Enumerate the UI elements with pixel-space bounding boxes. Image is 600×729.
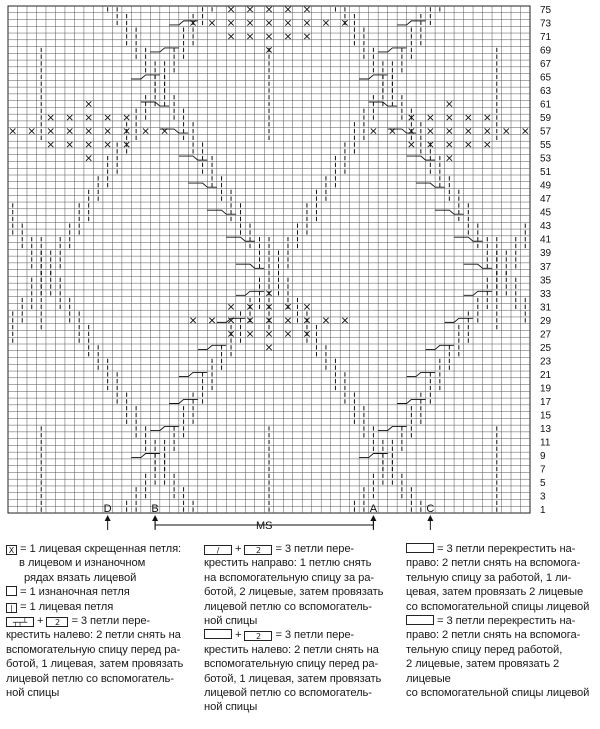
marker-arrowhead — [105, 515, 111, 521]
legend-cross-right-l5: лицевой петлю со вспомогатель- — [204, 600, 372, 613]
marker-arrowhead — [427, 515, 433, 521]
row-label: 33 — [540, 288, 552, 300]
legend-cross-b-l2: право: 2 петли снять на вспомога- — [406, 629, 581, 642]
legend-cross-left: ┬┬┴ + 2 = 3 петли пере- — [6, 614, 202, 628]
row-label: 31 — [540, 302, 552, 314]
marker-label: C — [426, 503, 435, 515]
legend-cross-left-l3: вспомогательную спицу перед ра- — [6, 643, 181, 656]
row-label: 29 — [540, 315, 552, 327]
row-label: 37 — [540, 261, 552, 273]
legend-cross-left2-l2: крестить налево: 2 петли снять на — [204, 643, 379, 656]
legend-cross-left-l4: ботой, 1 лицевая, затем провязать — [6, 658, 184, 671]
row-label: 17 — [540, 396, 552, 408]
row-label: 59 — [540, 113, 552, 125]
cross-right-symbol: / — [204, 545, 232, 555]
legend-cross-a-l5: со вспомогательной спицы лицевой — [406, 600, 590, 613]
legend-cross-a — [406, 542, 598, 556]
cross-left-alt-symbol-2: 2 — [244, 631, 272, 641]
cross-left-symbol-2: 2 — [46, 617, 68, 627]
legend-cross-left-l5: лицевой петлю со вспомогатель- — [6, 672, 174, 685]
row-label: 15 — [540, 410, 552, 422]
cross-right-symbol-2: 2 — [244, 545, 272, 555]
cross-left-alt-symbol — [204, 629, 232, 639]
legend-cross-b-l3: тельную спицу перед работой, — [406, 643, 563, 656]
legend-twisted-3: рядах вязать лицевой — [24, 571, 137, 584]
legend-cross-b-l4: 2 лицевые, затем провязать 2 лицевые — [406, 658, 560, 685]
row-label: 41 — [540, 234, 552, 246]
legend-cross-right: / + 2 = 3 петли пере- — [204, 542, 402, 556]
legend-cross-right-l3: на вспомогательную спицу за ра- — [204, 571, 374, 584]
row-label: 5 — [540, 478, 546, 490]
row-label: 27 — [540, 329, 552, 341]
legend-purl — [6, 585, 202, 599]
legend-cross-left2-l4: ботой, 1 лицевая, затем провязать — [204, 672, 382, 685]
legend-cross-right-l2: крестить направо: 1 петлю снять — [204, 557, 372, 570]
row-label: 63 — [540, 86, 552, 97]
legend-cross-right-eq: = 3 петли пере- — [275, 543, 355, 555]
legend-cross-right-l4: ботой, 2 лицевые, затем провязать — [204, 586, 384, 599]
legend-cross-left-eq: = 3 петли пере- — [71, 615, 151, 628]
row-label: 67 — [540, 58, 552, 70]
legend-cross-a-l3: тельную спицу за работой, 1 ли- — [406, 571, 572, 584]
marker-label: D — [103, 503, 112, 515]
row-label: 47 — [540, 194, 552, 206]
legend-cross-a-l4: цевая, затем провязать 2 лицевые — [406, 586, 584, 599]
legend-cross-left2-eq: = 3 петли пере- — [275, 629, 355, 642]
legend-cross-left-2: + 2 = 3 петли пере- — [204, 628, 402, 642]
row-label: 3 — [540, 491, 546, 503]
row-label: 75 — [540, 4, 552, 16]
row-label: 57 — [540, 126, 552, 138]
legend-cross-left-l6: ной спицы — [6, 687, 60, 700]
legend-cross-b-eq: = 3 петли перекрестить на- — [437, 615, 576, 628]
legend-col-1 — [6, 542, 202, 700]
legend-cross-b-l5: со вспомогательной спицы лицевой — [406, 687, 590, 700]
row-label: 19 — [540, 383, 552, 395]
cross-left-symbol: ┬┬┴ — [6, 617, 34, 627]
marker-arrowhead — [370, 515, 376, 521]
legend-cross-a-l2: право: 2 петли снять на вспомога- — [406, 557, 581, 570]
row-label: 7 — [540, 464, 546, 476]
repeat-label: MS — [256, 520, 273, 530]
row-label: 61 — [540, 99, 552, 111]
legend-col-3 — [406, 542, 598, 700]
legend-cross-b — [406, 614, 598, 628]
knit-symbol: | — [6, 603, 17, 613]
legend-purl-text: = 1 изнаночная петля — [20, 586, 130, 599]
row-labels — [540, 5, 552, 516]
legend-cross-left2-l3: вспомогательную спицу перед ра- — [204, 658, 379, 671]
row-label: 43 — [540, 221, 552, 233]
row-label: 13 — [540, 424, 552, 435]
row-label: 53 — [540, 153, 552, 165]
row-label: 49 — [540, 180, 552, 192]
row-label: 69 — [540, 45, 552, 57]
cross-right-2-1-symbol — [406, 543, 434, 553]
row-label: 1 — [540, 505, 546, 517]
legend-cross-left-l2: крестить налево: 2 петли снять на — [6, 629, 181, 642]
legend-twisted — [6, 542, 202, 556]
row-label: 23 — [540, 356, 552, 368]
row-label: 25 — [540, 342, 552, 354]
marker-label: A — [369, 503, 378, 515]
row-label: 9 — [540, 451, 546, 463]
row-label: 45 — [540, 207, 552, 219]
row-label: 35 — [540, 275, 552, 287]
marker-arrowhead — [152, 515, 158, 521]
legend-twisted-text: = 1 лицевая скрещенная петля: — [20, 543, 182, 555]
row-label: 39 — [540, 248, 552, 260]
legend-twisted-2: в лицевом и изнаночном — [19, 557, 146, 570]
legend-cross-left2-l6: ной спицы — [204, 701, 258, 714]
row-label: 71 — [540, 31, 552, 43]
purl-symbol — [6, 586, 17, 596]
cross-right-2-2-symbol — [406, 615, 434, 625]
legend-col-2 — [204, 542, 402, 715]
row-label: 65 — [540, 72, 552, 84]
row-label: 21 — [540, 369, 552, 381]
twisted-stitch-symbol: X — [6, 545, 17, 555]
row-label: 11 — [540, 437, 551, 449]
marker-label: B — [151, 503, 159, 515]
row-label: 51 — [540, 167, 552, 179]
legend-cross-a-eq: = 3 петли перекрестить на- — [437, 543, 576, 555]
legend-knit-text: = 1 лицевая петля — [20, 600, 114, 613]
legend-cross-right-l6: ной спицы — [204, 615, 258, 628]
row-label: 55 — [540, 140, 552, 152]
row-label: 73 — [540, 18, 552, 30]
legend-knit — [6, 600, 202, 614]
legend-cross-left2-l5: лицевой петлю со вспомогатель- — [204, 687, 372, 700]
